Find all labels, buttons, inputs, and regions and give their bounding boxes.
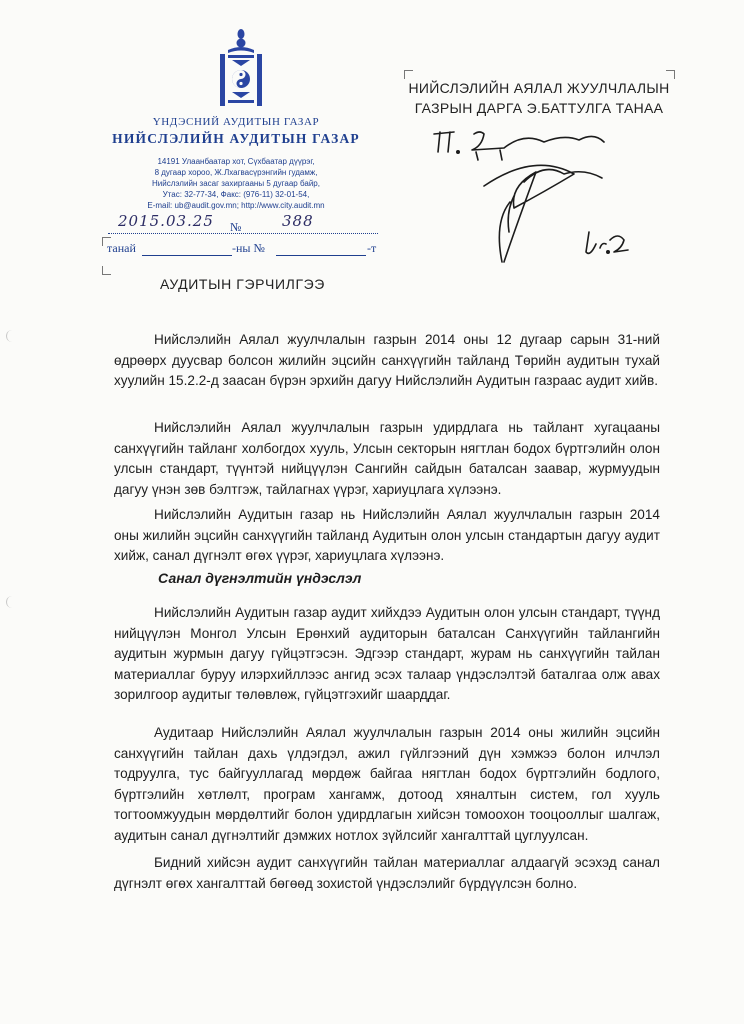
reply-date-blank [142, 255, 232, 256]
body-paragraph: Нийслэлийн Аялал жуулчлалын газрын 2014 оны 12 дугаар сарын 31-ний өдрөөрх дуусвар болсон жилийн эцсийн санхүүгийн тайланд Төрийн аудитын тухай хуулийн 15.2.2-д заасан бүрэн эрхийн дагуу Нийслэлийн Аудитын газраас аудит хийв. [114, 332, 660, 388]
reply-prefix: танай [107, 241, 136, 255]
handwritten-signature [414, 112, 644, 277]
section-paragraph: Аудитаар Нийслэлийн Аялал жуулчлалын газрын 2014 оны жилийн эцсийн санхүүгийн тайлан дахь үлдэгдэл, ажил гүйлгээний дүн хэмжээ болон илчлэл тодруулга, тус байгууллагад мөрдөж байгаа нягтлан бодох бүртгэлийн бодлого, бүртгэлийн хөтлөлт, програм хангамж, дотоод хяналтын систем, гол хууль тогтоомжуудын мөрдөлтийг болон удирдлагын хийсэн томоохон тооцооллыг шалгаж, аудитын санал дүгнэлтийг дэмжих нотлох зүйлсийг хангалттай цуглуулсан. [114, 725, 660, 843]
addressee-line: НИЙСЛЭЛИЙН АЯЛАЛ ЖУУЛЧЛАЛЫН [408, 80, 670, 96]
section-paragraph: Нийслэлийн Аудитын газар аудит хийхдээ Аудитын олон улсын стандарт, түүнд нийцүүлэн Монгол Улсын Ерөнхий аудиторын баталсан Санхүүгийн тайлангийн аудитын журмын дагуу гүйцэтгэсэн. Эдгээр стандарт, журам нь санхүүгийн тайлан материаллаг буруу илэрхийллээс ангид эсэх талаар үндэслэлтэй баталгаа олж авах зорилгоор аудитыг төлөвлөж, гүйцэтгэхийг шаарддаг. [114, 605, 660, 702]
letterhead-address-line: Нийслэлийн засаг захиргааны 5 дугаар байр, [152, 179, 320, 188]
letterhead-contact-line: E-mail: ub@audit.gov.mn; http://www.city.audit.mn [147, 201, 325, 210]
addressee-line: ГАЗРЫН ДАРГА Э.БАТТУЛГА ТАНАА [414, 100, 664, 116]
letterhead-address-line: 14191 Улаанбаатар хот, Сүхбаатар дүүрэг, [157, 157, 315, 166]
date-number-line [108, 233, 378, 234]
section-heading: Санал дүгнэлтийн үндэслэл [158, 570, 362, 586]
letterhead-address-line: 8 дугаар хороо, Ж.Лхагвасүрэнгийн гудамж, [154, 168, 318, 177]
margin-punch-mark [6, 330, 25, 342]
handwritten-number: 388 [282, 212, 314, 230]
section-paragraph: Бидний хийсэн аудит санхүүгийн тайлан материаллаг алдаагүй эсэхэд санал дүгнэлт өгөх хангалттай бөгөөд зохистой үндэслэлийг бүрдүүлсэн болно. [114, 855, 660, 891]
letterhead-org-name: НИЙСЛЭЛИЙН АУДИТЫН ГАЗАР [112, 131, 360, 146]
reply-mid: -ны № [232, 241, 265, 255]
number-symbol: № [230, 220, 242, 234]
state-emblem-icon [218, 28, 264, 110]
corner-mark [102, 266, 111, 275]
handwritten-date: 2015.03.25 [118, 212, 214, 230]
reply-suffix: -т [367, 241, 377, 255]
margin-punch-mark [6, 596, 25, 608]
corner-mark [102, 237, 111, 246]
body-paragraph: Нийслэлийн Аудитын газар нь Нийслэлийн Аялал жуулчлалын газрын 2014 оны жилийн эцсийн санхүүгийн тайланд Аудитын олон улсын стандартын дагуу аудит хийж, санал дүгнэлт өгөх үүрэг, хариуцлага хүлээнэ. [114, 507, 660, 563]
body-paragraph: Нийслэлийн Аялал жуулчлалын газрын удирдлага нь тайлант хугацааны санхүүгийн тайланг холбогдох хууль, Улсын секторын нягтлан бодох бүртгэлийн олон улсын стандарт, түүнтэй нийцүүлэн Сангийн сайдын баталсан заавар, журмуудын дагуу үнэн зөв бэлтгэж, тайлагнах үүрэг, хариуцлага хүлээнэ. [114, 420, 660, 497]
letterhead-org-upper: ҮНДЭСНИЙ АУДИТЫН ГАЗАР [152, 116, 320, 128]
reply-number-blank [276, 255, 366, 256]
document-title: АУДИТЫН ГЭРЧИЛГЭЭ [160, 276, 325, 292]
letterhead-contact-line: Утас: 32-77-34, Факс: (976-11) 32-01-54, [162, 190, 310, 199]
